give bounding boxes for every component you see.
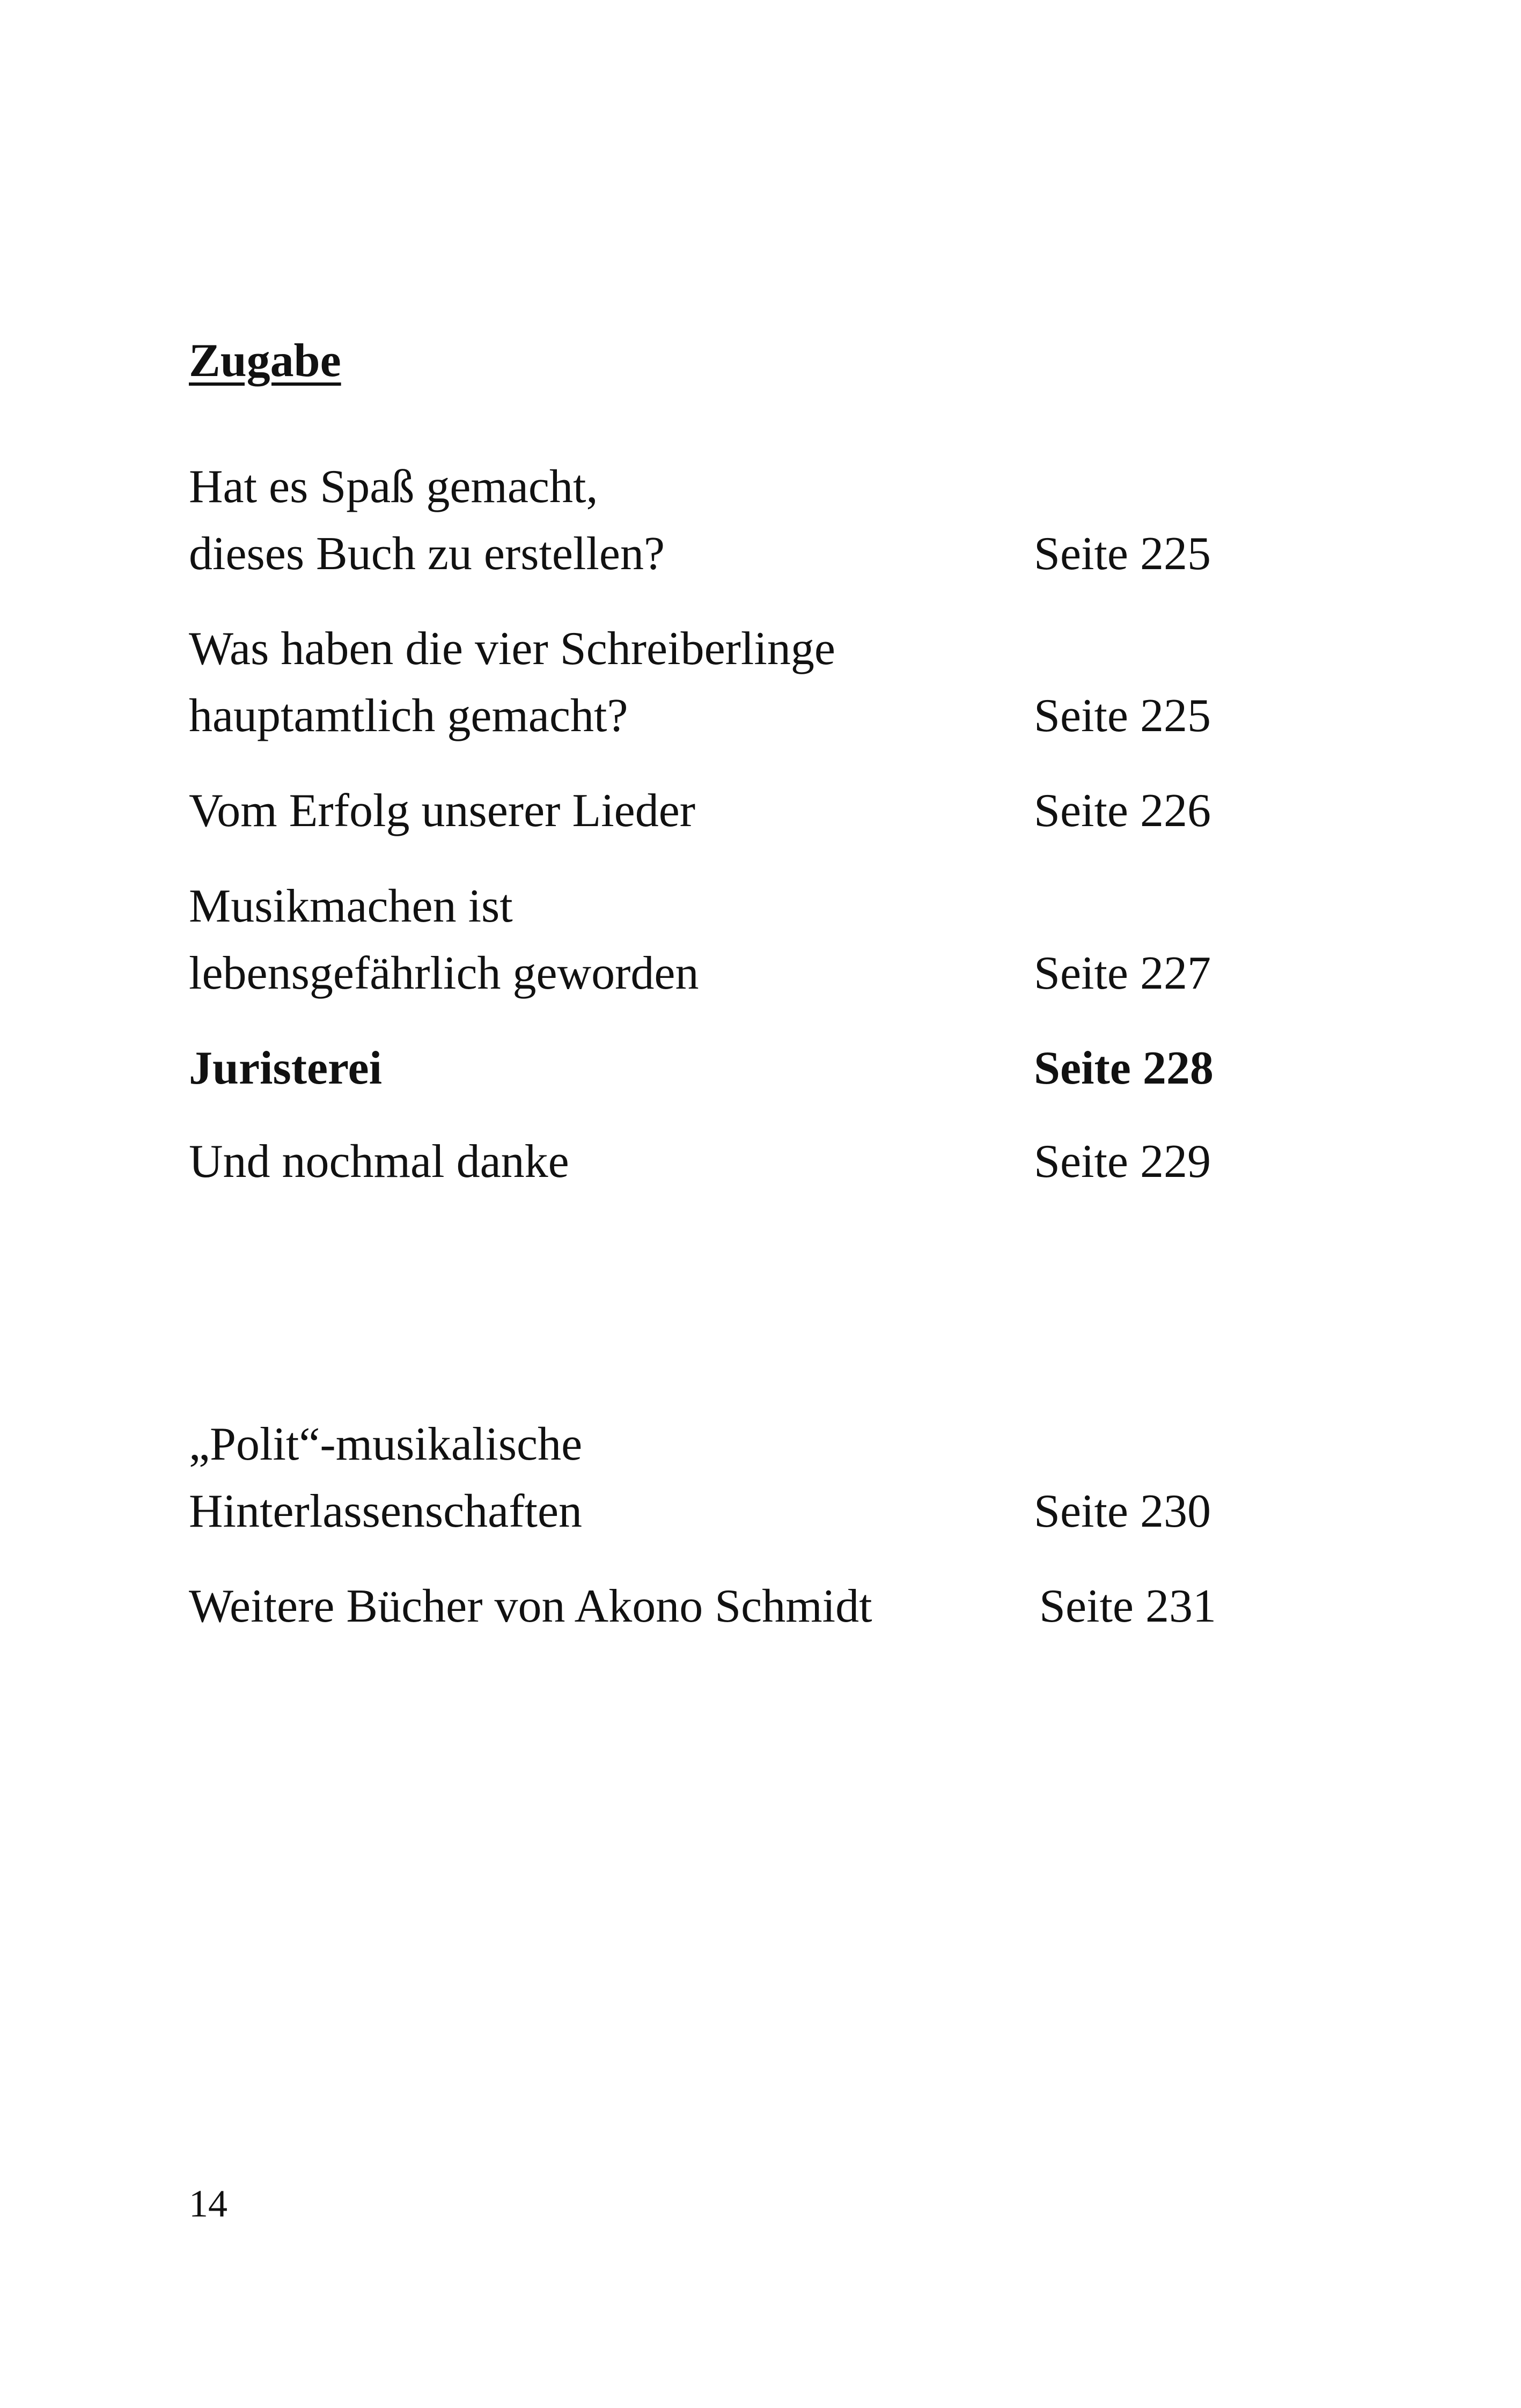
toc-entry-page: Seite 227 <box>1034 947 1211 999</box>
toc-entry-title-line: Weitere Bücher von Akono Schmidt <box>189 1580 872 1632</box>
toc-entry-title-line: Hat es Spaß gemacht, <box>189 461 598 513</box>
toc-entry-page: Seite 231 <box>1039 1580 1216 1632</box>
toc-entry-page: Seite 230 <box>1034 1485 1211 1537</box>
toc-entry-title-line: Hinterlassenschaften <box>189 1485 583 1537</box>
toc-entry-title-line: Und nochmal danke <box>189 1136 569 1188</box>
toc-entry-title <box>189 453 994 587</box>
toc-entry-page: Seite 225 <box>1034 528 1211 580</box>
toc-entry-title <box>189 1128 994 1195</box>
toc-entry-page: Seite 225 <box>1034 690 1211 742</box>
toc-entry <box>189 453 1235 587</box>
toc-entry <box>189 1573 1235 1640</box>
toc-entry <box>189 777 1235 844</box>
toc-entry-page: Seite 229 <box>1034 1136 1211 1188</box>
toc-entry-title-line: Juristerei <box>189 1042 383 1094</box>
toc-entry-title <box>189 1035 994 1102</box>
toc-entry-title-line: „Polit“-musikalische <box>189 1418 583 1470</box>
toc-entry <box>189 873 1235 1007</box>
toc-entry <box>189 1035 1235 1102</box>
toc-entry <box>189 615 1235 749</box>
toc-entry-page: Seite 228 <box>1034 1042 1214 1094</box>
toc-entry-title-line: Was haben die vier Schreiberlinge <box>189 623 835 675</box>
toc-entry-title <box>189 1573 994 1640</box>
toc-entry-title-line: Vom Erfolg unserer Lieder <box>189 785 696 837</box>
section-heading: Zugabe <box>189 335 341 387</box>
toc-entry-page: Seite 226 <box>1034 785 1211 837</box>
toc-entry-title-line: Musikmachen ist <box>189 880 513 932</box>
toc-entry-title-line: dieses Buch zu erstellen? <box>189 528 665 580</box>
toc-entry-title <box>189 873 994 1007</box>
toc-entry <box>189 1128 1235 1195</box>
toc-entry-title-line: lebensgefährlich geworden <box>189 947 699 999</box>
toc-entry-title-line: hauptamtlich gemacht? <box>189 690 628 742</box>
toc-entry-title <box>189 777 994 844</box>
page-number: 14 <box>189 2182 227 2225</box>
toc-entry-title <box>189 615 994 749</box>
toc-entry-title <box>189 1411 994 1545</box>
toc-entry <box>189 1411 1235 1545</box>
